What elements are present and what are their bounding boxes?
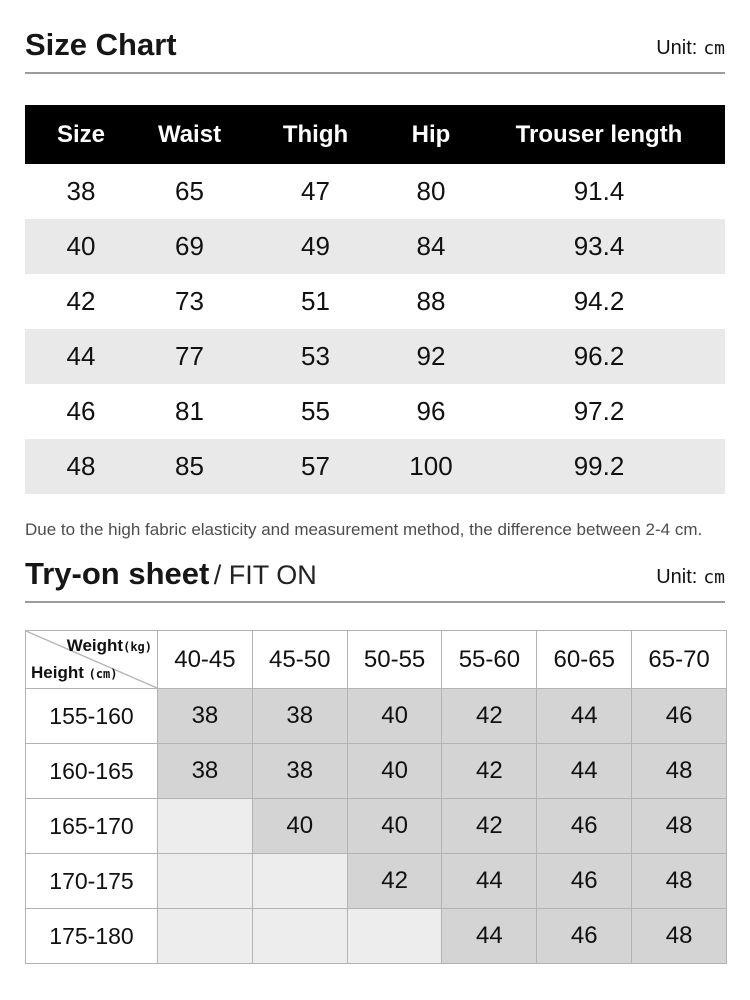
size-chart-cell: 96 — [416, 396, 446, 426]
try-on-cell — [158, 854, 253, 909]
size-chart-column-header: Trouser length — [473, 105, 725, 164]
size-chart-row — [25, 329, 725, 384]
unit-label: Unit: — [656, 566, 698, 588]
size-chart-cell: 80 — [416, 176, 446, 206]
try-on-subtitle: / FIT ON — [213, 560, 317, 590]
weight-range-header: 65-70 — [632, 631, 727, 689]
size-chart-cell: 88 — [416, 286, 446, 316]
size-chart-unit — [656, 37, 725, 63]
try-on-row — [26, 799, 727, 854]
weight-range-header: 60-65 — [537, 631, 632, 689]
try-on-header-row — [26, 631, 727, 689]
try-on-cell: 46 — [632, 689, 727, 744]
size-chart-cell: 65 — [175, 176, 204, 206]
size-chart-cell: 77 — [175, 341, 204, 371]
size-chart-cell: 53 — [301, 341, 330, 371]
unit-value: cm — [703, 567, 725, 588]
height-range-header: 165-170 — [26, 799, 158, 854]
size-chart-cell: 40 — [66, 231, 96, 261]
try-on-cell: 38 — [252, 689, 347, 744]
elasticity-note: Due to the high fabric elasticity and measurement method, the difference between 2-4 cm. — [25, 520, 703, 539]
try-on-cell: 38 — [158, 744, 253, 799]
size-chart-row — [25, 384, 725, 439]
size-chart-cell: 49 — [301, 231, 330, 261]
corner-cell — [26, 631, 158, 689]
try-on-cell: 46 — [537, 854, 632, 909]
try-on-cell: 44 — [442, 909, 537, 964]
size-chart-cell: 69 — [175, 231, 204, 261]
try-on-cell: 48 — [632, 799, 727, 854]
try-on-cell — [158, 799, 253, 854]
size-chart-cell: 44 — [66, 341, 96, 371]
size-chart-column-header: Waist — [137, 105, 242, 164]
weight-range-header: 40-45 — [158, 631, 253, 689]
weight-unit: (kg) — [123, 640, 152, 654]
unit-label: Unit: — [656, 37, 698, 59]
weight-range-header: 50-55 — [347, 631, 442, 689]
size-chart-column-header: Hip — [389, 105, 473, 164]
try-on-cell: 46 — [537, 909, 632, 964]
try-on-row — [26, 909, 727, 964]
try-on-cell: 46 — [537, 799, 632, 854]
weight-range-header: 45-50 — [252, 631, 347, 689]
size-chart-title: Size Chart — [25, 27, 177, 62]
size-chart-body — [25, 164, 725, 494]
height-unit: (cm) — [88, 667, 118, 681]
weight-word: Weight — [66, 636, 124, 655]
size-chart-cell: 100 — [409, 451, 453, 481]
size-chart-cell: 99.2 — [573, 451, 625, 481]
try-on-cell: 40 — [347, 799, 442, 854]
size-chart-cell: 93.4 — [573, 231, 625, 261]
size-chart-cell: 55 — [301, 396, 330, 426]
try-on-row — [26, 744, 727, 799]
size-chart-cell: 57 — [301, 451, 330, 481]
size-chart-cell: 48 — [66, 451, 96, 481]
height-range-header: 175-180 — [26, 909, 158, 964]
try-on-cell: 42 — [442, 689, 537, 744]
try-on-cell — [347, 909, 442, 964]
try-on-title-group — [25, 556, 317, 592]
try-on-cell: 40 — [347, 744, 442, 799]
size-chart-cell: 92 — [416, 341, 446, 371]
try-on-cell: 40 — [347, 689, 442, 744]
size-chart-cell: 97.2 — [573, 396, 625, 426]
size-chart-table — [25, 105, 725, 494]
height-range-header: 160-165 — [26, 744, 158, 799]
size-chart-cell: 94.2 — [573, 286, 625, 316]
try-on-cell: 44 — [537, 744, 632, 799]
size-chart-cell: 73 — [175, 286, 204, 316]
try-on-cell: 42 — [442, 744, 537, 799]
size-chart-cell: 85 — [175, 451, 204, 481]
weight-axis-label — [67, 636, 152, 656]
try-on-cell: 48 — [632, 909, 727, 964]
try-on-title: Try-on sheet — [25, 556, 210, 591]
try-on-cell — [158, 909, 253, 964]
size-chart-row — [25, 219, 725, 274]
size-chart-row — [25, 164, 725, 219]
try-on-cell: 48 — [632, 744, 727, 799]
try-on-cell: 44 — [537, 689, 632, 744]
try-on-table — [25, 630, 727, 964]
try-on-cell: 42 — [442, 799, 537, 854]
try-on-unit — [656, 566, 725, 592]
size-chart-cell: 51 — [301, 286, 330, 316]
try-on-cell — [252, 854, 347, 909]
try-on-row — [26, 854, 727, 909]
size-chart-cell: 47 — [301, 176, 330, 206]
size-chart-column-header: Size — [25, 105, 137, 164]
size-chart-cell: 84 — [416, 231, 446, 261]
try-on-section-header — [25, 540, 725, 603]
size-chart-header-row — [25, 105, 725, 164]
try-on-cell: 42 — [347, 854, 442, 909]
try-on-cell: 38 — [252, 744, 347, 799]
unit-value: cm — [703, 38, 725, 59]
try-on-cell: 48 — [632, 854, 727, 909]
try-on-cell — [252, 909, 347, 964]
size-chart-cell: 38 — [66, 176, 96, 206]
size-chart-row — [25, 274, 725, 329]
size-chart-cell: 91.4 — [573, 176, 625, 206]
height-range-header: 170-175 — [26, 854, 158, 909]
height-range-header: 155-160 — [26, 689, 158, 744]
try-on-row — [26, 689, 727, 744]
size-chart-cell: 96.2 — [573, 341, 625, 371]
try-on-cell: 40 — [252, 799, 347, 854]
size-chart-cell: 46 — [66, 396, 96, 426]
size-chart-cell: 42 — [66, 286, 96, 316]
size-chart-section-header — [25, 0, 725, 74]
try-on-cell: 38 — [158, 689, 253, 744]
try-on-cell: 44 — [442, 854, 537, 909]
height-axis-label — [31, 663, 118, 683]
size-chart-row — [25, 439, 725, 494]
try-on-body — [26, 689, 727, 964]
size-chart-cell: 81 — [175, 396, 204, 426]
size-chart-column-header: Thigh — [242, 105, 389, 164]
weight-range-header: 55-60 — [442, 631, 537, 689]
height-word: Height — [31, 663, 89, 682]
